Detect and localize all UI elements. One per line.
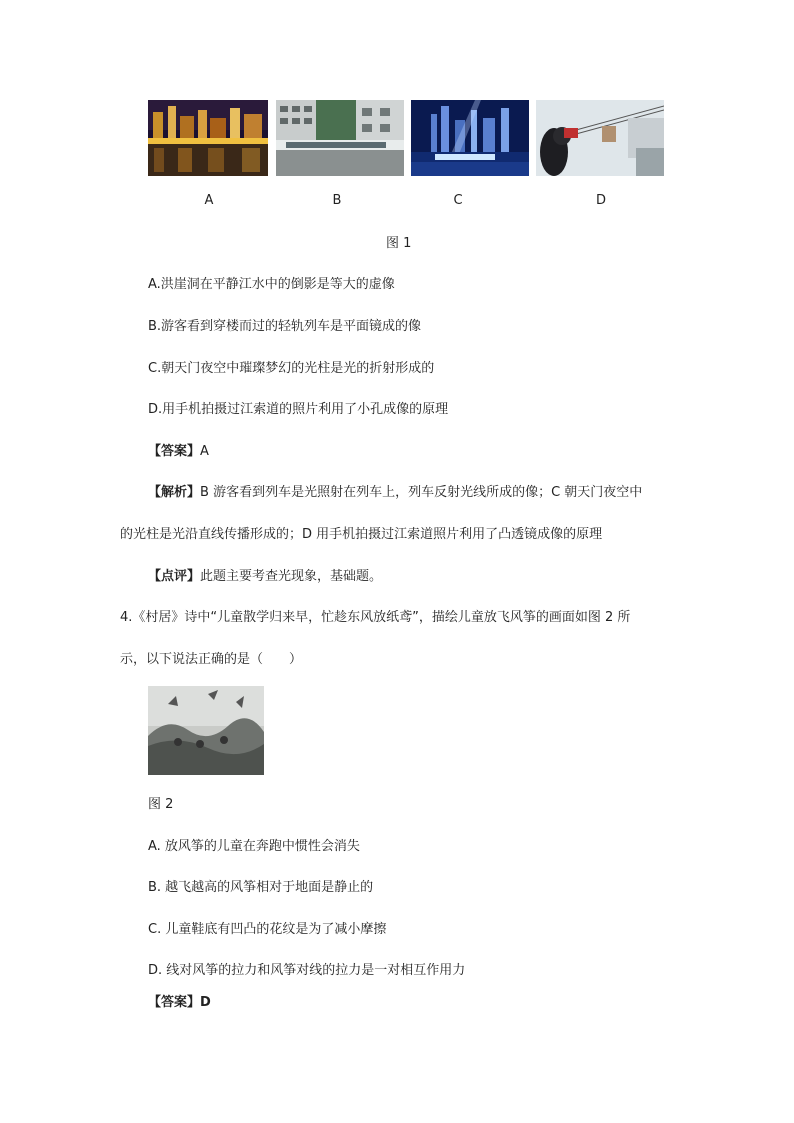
q4-option-b: B. 越飞越高的风筝相对于地面是静止的 xyxy=(148,880,374,895)
photo-c-night-light-beams xyxy=(411,100,529,176)
answer-value: D xyxy=(200,995,211,1010)
analysis-text: B 游客看到列车是光照射在列车上，列车反射光线所成的像；C 朝天门夜空中 xyxy=(200,485,643,500)
q3-comment xyxy=(148,568,382,586)
q4-stem-line-2: 示，以下说法正确的是（ ） xyxy=(120,652,303,667)
photo-children-flying-kites xyxy=(148,686,264,775)
photo-label-b: B xyxy=(332,193,342,208)
q3-option-b: B.游客看到穿楼而过的轻轨列车是平面镜成的像 xyxy=(148,319,422,334)
q3-answer xyxy=(148,443,209,461)
q4-option-c: C. 儿童鞋底有凹凸的花纹是为了减小摩擦 xyxy=(148,922,387,937)
comment-tag: 【点评】 xyxy=(148,569,201,584)
q4-option-a: A. 放风筝的儿童在奔跑中惯性会消失 xyxy=(148,839,360,854)
photo-b-light-rail-through-building xyxy=(276,100,404,176)
q4-option-d: D. 线对风筝的拉力和风筝对线的拉力是一对相互作用力 xyxy=(148,963,466,978)
q4-answer xyxy=(148,994,211,1012)
photo-label-a: A xyxy=(204,193,214,208)
photo-a-night-city-reflection xyxy=(148,100,268,176)
q3-analysis-line-2: 的光柱是光沿直线传播形成的；D 用手机拍摄过江索道照片利用了凸透镜成像的原理 xyxy=(120,527,603,542)
q3-analysis-line-1 xyxy=(148,484,642,502)
photo-label-d: D xyxy=(595,193,606,208)
comment-text: 此题主要考查光现象，基础题。 xyxy=(200,569,383,584)
analysis-tag: 【解析】 xyxy=(148,485,201,500)
figure-2-caption: 图 2 xyxy=(148,797,174,812)
answer-value: A xyxy=(200,444,209,459)
q3-option-d: D.用手机拍摄过江索道的照片利用了小孔成像的原理 xyxy=(148,402,449,417)
q4-stem-line-1: 4.《村居》诗中“儿童散学归来早，忙趁东风放纸鸢”，描绘儿童放飞风筝的画面如图 2 所 xyxy=(120,610,631,625)
q3-option-c: C.朝天门夜空中璀璨梦幻的光柱是光的折射形成的 xyxy=(148,361,435,376)
figure-1-caption: 图 1 xyxy=(386,236,412,251)
answer-tag: 【答案】 xyxy=(148,995,201,1010)
photo-label-c: C xyxy=(453,193,463,208)
q3-option-a: A.洪崖洞在平静江水中的倒影是等大的虚像 xyxy=(148,277,395,292)
photo-d-phone-photographing-cableway xyxy=(536,100,664,176)
answer-tag: 【答案】 xyxy=(148,444,201,459)
